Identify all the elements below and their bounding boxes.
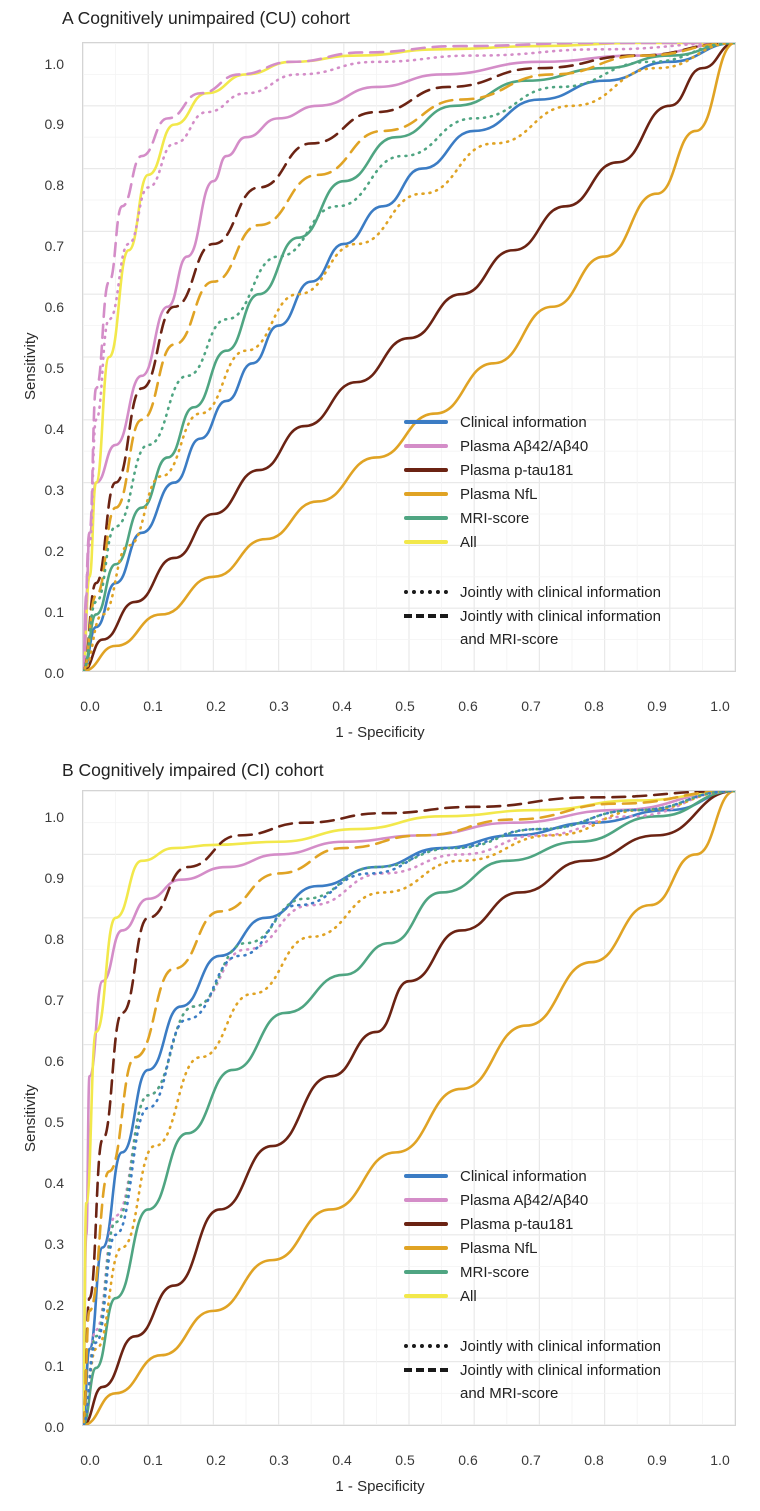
panel-a-legend: [404, 410, 661, 652]
legend-spacer: [404, 1308, 661, 1334]
legend-label-ptau: Plasma p-tau181: [460, 1215, 574, 1233]
panel-b-ytick-10: 1.0: [44, 809, 64, 825]
panel-b-xtick-5: 0.5: [395, 1452, 415, 1468]
panel-a-ytick-2: 0.2: [44, 543, 64, 559]
legend-label-mri: MRI-score: [460, 1263, 530, 1281]
legend-label-dotted: Jointly with clinical information: [460, 583, 661, 601]
panel-a-xtick-7: 0.7: [521, 698, 541, 714]
legend-swatch-clinical: [404, 1174, 448, 1178]
legend-swatch-nfl: [404, 1246, 448, 1250]
panel-b-ytick-8: 0.8: [44, 931, 64, 947]
panel-b-xtick-8: 0.8: [584, 1452, 604, 1468]
legend-label-nfl: Plasma NfL: [460, 1239, 538, 1257]
panel-b-legend: [404, 1164, 661, 1406]
legend-item-dashed: [404, 1358, 661, 1382]
panel-a-xtick-5: 0.5: [395, 698, 415, 714]
legend-label-ptau: Plasma p-tau181: [460, 461, 574, 479]
panel-a-title: A Cognitively unimpaired (CU) cohort: [62, 8, 350, 28]
panel-b-ytick-1: 0.1: [44, 1358, 64, 1374]
panel-b-xtick-7: 0.7: [521, 1452, 541, 1468]
panel-b-ytick-6: 0.6: [44, 1053, 64, 1069]
legend-item-mri: [404, 1260, 661, 1284]
panel-b-ytick-7: 0.7: [44, 992, 64, 1008]
legend-item-abeta: [404, 434, 661, 458]
legend-swatch-dashed: [404, 614, 448, 618]
panel-b-ytick-5: 0.5: [44, 1114, 64, 1130]
panel-b-xtick-0: 0.0: [80, 1452, 100, 1468]
panel-b-xtick-4: 0.4: [332, 1452, 352, 1468]
legend-swatch-abeta: [404, 444, 448, 448]
legend-item-clinical: [404, 410, 661, 434]
panel-b-ytick-2: 0.2: [44, 1297, 64, 1313]
legend-swatch-all: [404, 540, 448, 544]
panel-a-xtick-2: 0.2: [206, 698, 226, 714]
panel-a-y-axis-label: Sensitivity: [22, 332, 39, 400]
legend-swatch-mri: [404, 1270, 448, 1274]
panel-b-xtick-6: 0.6: [458, 1452, 478, 1468]
panel-a-ytick-6: 0.6: [44, 299, 64, 315]
legend-swatch-dotted: [404, 1344, 448, 1348]
legend-item-abeta: [404, 1188, 661, 1212]
panel-a-ytick-1: 0.1: [44, 604, 64, 620]
panel-a-ytick-4: 0.4: [44, 421, 64, 437]
legend-item-clinical: [404, 1164, 661, 1188]
legend-label-dashed: Jointly with clinical information: [460, 607, 661, 625]
legend-swatch-abeta: [404, 1198, 448, 1202]
legend-item-dotted: [404, 1334, 661, 1358]
legend-item-all: [404, 530, 661, 554]
legend-label-clinical: Clinical information: [460, 413, 587, 431]
panel-b-y-axis-label: Sensitivity: [22, 1084, 39, 1152]
legend-swatch-ptau: [404, 468, 448, 472]
legend-label-all: All: [460, 533, 477, 551]
legend-label-dotted: Jointly with clinical information: [460, 1337, 661, 1355]
panel-b-title: B Cognitively impaired (CI) cohort: [62, 760, 324, 780]
legend-swatch-ptau: [404, 1222, 448, 1226]
panel-a-ytick-3: 0.3: [44, 482, 64, 498]
panel-a-xtick-10: 1.0: [710, 698, 730, 714]
legend-spacer: [404, 554, 661, 580]
panel-a-ytick-0: 0.0: [44, 665, 64, 681]
legend-label-dashed-sub: and MRI-score: [460, 1385, 559, 1402]
panel-a-xtick-9: 0.9: [647, 698, 667, 714]
panel-a-x-axis-label: 1 - Specificity: [335, 724, 425, 741]
panel-a-ytick-9: 0.9: [44, 116, 64, 132]
panel-ci-cohort: [0, 752, 760, 1511]
legend-label-dashed-sub: and MRI-score: [460, 631, 559, 648]
panel-a-xtick-4: 0.4: [332, 698, 352, 714]
panel-b-x-axis-label: 1 - Specificity: [335, 1478, 425, 1495]
panel-a-ytick-7: 0.7: [44, 238, 64, 254]
panel-cu-cohort: [0, 0, 760, 752]
legend-label-clinical: Clinical information: [460, 1167, 587, 1185]
panel-b-xtick-3: 0.3: [269, 1452, 289, 1468]
legend-swatch-mri: [404, 516, 448, 520]
legend-swatch-dashed: [404, 1368, 448, 1372]
panel-a-xtick-8: 0.8: [584, 698, 604, 714]
legend-item-dashed: [404, 604, 661, 628]
legend-label-dashed: Jointly with clinical information: [460, 1361, 661, 1379]
panel-b-ytick-0: 0.0: [44, 1419, 64, 1435]
panel-b-xtick-2: 0.2: [206, 1452, 226, 1468]
legend-label-abeta: Plasma Aβ42/Aβ40: [460, 437, 589, 455]
panel-b-ytick-3: 0.3: [44, 1236, 64, 1252]
panel-b-xtick-10: 1.0: [710, 1452, 730, 1468]
panel-a-ytick-5: 0.5: [44, 360, 64, 376]
panel-a-ytick-10: 1.0: [44, 56, 64, 72]
legend-item-ptau: [404, 1212, 661, 1236]
legend-label-nfl: Plasma NfL: [460, 485, 538, 503]
legend-swatch-nfl: [404, 492, 448, 496]
panel-b-ytick-4: 0.4: [44, 1175, 64, 1191]
legend-label-abeta: Plasma Aβ42/Aβ40: [460, 1191, 589, 1209]
panel-a-xtick-3: 0.3: [269, 698, 289, 714]
panel-a-xtick-6: 0.6: [458, 698, 478, 714]
panel-b-xtick-1: 0.1: [143, 1452, 163, 1468]
panel-a-xtick-1: 0.1: [143, 698, 163, 714]
legend-item-dotted: [404, 580, 661, 604]
panel-a-xtick-0: 0.0: [80, 698, 100, 714]
legend-item-nfl: [404, 482, 661, 506]
legend-label-all: All: [460, 1287, 477, 1305]
legend-swatch-dotted: [404, 590, 448, 594]
panel-a-ytick-8: 0.8: [44, 177, 64, 193]
legend-swatch-clinical: [404, 420, 448, 424]
legend-item-all: [404, 1284, 661, 1308]
legend-item-ptau: [404, 458, 661, 482]
legend-item-mri: [404, 506, 661, 530]
panel-b-xtick-9: 0.9: [647, 1452, 667, 1468]
legend-label-mri: MRI-score: [460, 509, 530, 527]
legend-swatch-all: [404, 1294, 448, 1298]
legend-item-nfl: [404, 1236, 661, 1260]
panel-b-ytick-9: 0.9: [44, 870, 64, 886]
